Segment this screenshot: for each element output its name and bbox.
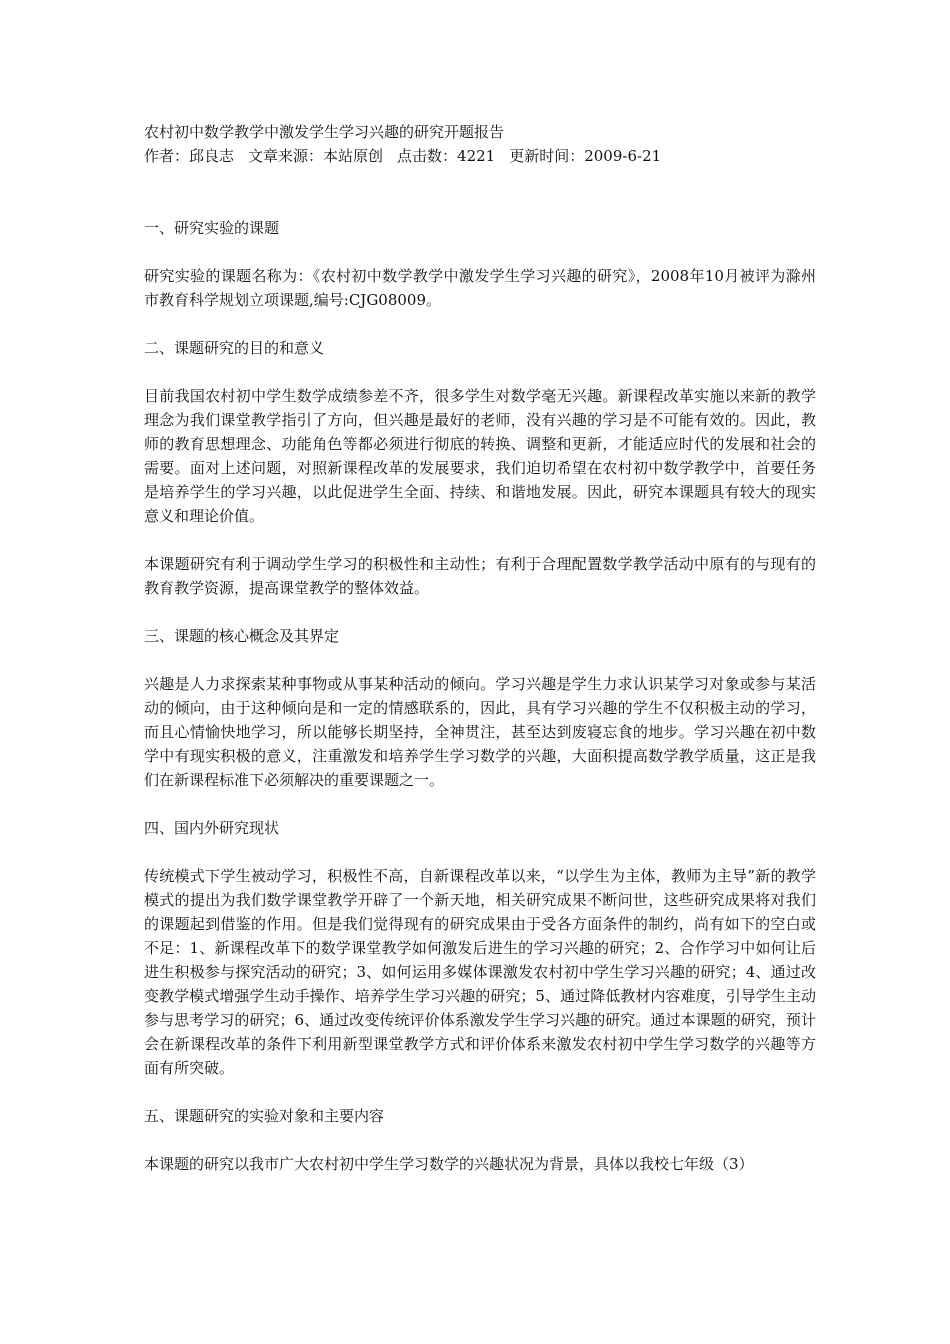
section-heading: 一、研究实验的课题: [144, 219, 280, 237]
document-title: 农村初中数学教学中激发学生学习兴趣的研究开题报告: [144, 123, 505, 141]
section-heading: 二、课题研究的目的和意义: [144, 339, 325, 357]
author-label: 作者：邱良志: [144, 147, 235, 165]
section-paragraph: 研究实验的课题名称为：《农村初中数学教学中激发学生学习兴趣的研究》，2008年10月被评为滁州市教育科学规划立项课题,编号:CJG08009。: [144, 267, 816, 309]
section-5: [144, 1104, 816, 1176]
section-paragraph: 传统模式下学生被动学习，积极性不高，自新课程改革以来，“以学生为主体，教师为主导”新的教学模式的提出为我们数学课堂教学开辟了一个新天地，相关研究成果不断问世，这些研究成果将对我们的课题起到借鉴的作用。但是我们觉得现有的研究成果由于受各方面条件的制约，尚有如下的空白或不足：1、新课程改革下的数学课堂教学如何激发后进生的学习兴趣的研究；2、合作学习中如何让后进生积极参与探究活动的研究；3、如何运用多媒体课激发农村初中学生学习兴趣的研究；4、通过改变教学模式增强学生动手操作、培养学生学习兴趣的研究；5、通过降低教材内容难度，引导学生主动参与思考学习的研究；6、通过改变传统评价体系激发学生学习兴趣的研究。通过本课题的研究，预计会在新课程改革的条件下利用新型课堂教学方式和评价体系来激发农村初中学生学习数学的兴趣等方面有所突破。: [144, 867, 816, 1077]
document-page: [144, 120, 816, 1200]
click-count: 点击数：4221: [397, 147, 496, 165]
section-paragraph: 本课题的研究以我市广大农村初中学生学习数学的兴趣状况为背景，具体以我校七年级（3）: [144, 1155, 754, 1173]
section-2: [144, 336, 816, 600]
document-meta: [144, 144, 816, 168]
section-4: [144, 816, 816, 1080]
section-paragraph: 目前我国农村初中学生数学成绩参差不齐，很多学生对数学毫无兴趣。新课程改革实施以来新的教学理念为我们课堂教学指引了方向，但兴趣是最好的老师，没有兴趣的学习是不可能有效的。因此，教师的教育思想理念、功能角色等都必须进行彻底的转换、调整和更新，才能适应时代的发展和社会的需要。面对上述问题，对照新课程改革的发展要求，我们迫切希望在农村初中数学教学中，首要任务是培养学生的学习兴趣，以此促进学生全面、持续、和谐地发展。因此，研究本课题具有较大的现实意义和理论价值。: [144, 387, 816, 525]
section-3: [144, 624, 816, 792]
section-1: [144, 216, 816, 312]
section-heading: 三、课题的核心概念及其界定: [144, 627, 340, 645]
section-heading: 五、课题研究的实验对象和主要内容: [144, 1107, 385, 1125]
source-label: 文章来源：本站原创: [248, 147, 384, 165]
update-time: 更新时间：2009-6-21: [509, 147, 662, 165]
spacer: [144, 168, 816, 216]
section-heading: 四、国内外研究现状: [144, 819, 280, 837]
section-paragraph: 兴趣是人力求探索某种事物或从事某种活动的倾向。学习兴趣是学生力求认识某学习对象或参与某活动的倾向，由于这种倾向是和一定的情感联系的，因此，具有学习兴趣的学生不仅积极主动的学习，而且心情愉快地学习，所以能够长期坚持，全神贯注，甚至达到废寝忘食的地步。学习兴趣在初中数学中有现实积极的意义，注重激发和培养学生学习数学的兴趣，大面积提高数学教学质量，这正是我们在新课程标准下必须解决的重要课题之一。: [144, 675, 816, 789]
section-paragraph: 本课题研究有利于调动学生学习的积极性和主动性；有利于合理配置数学教学活动中原有的与现有的教育教学资源，提高课堂教学的整体效益。: [144, 555, 816, 597]
